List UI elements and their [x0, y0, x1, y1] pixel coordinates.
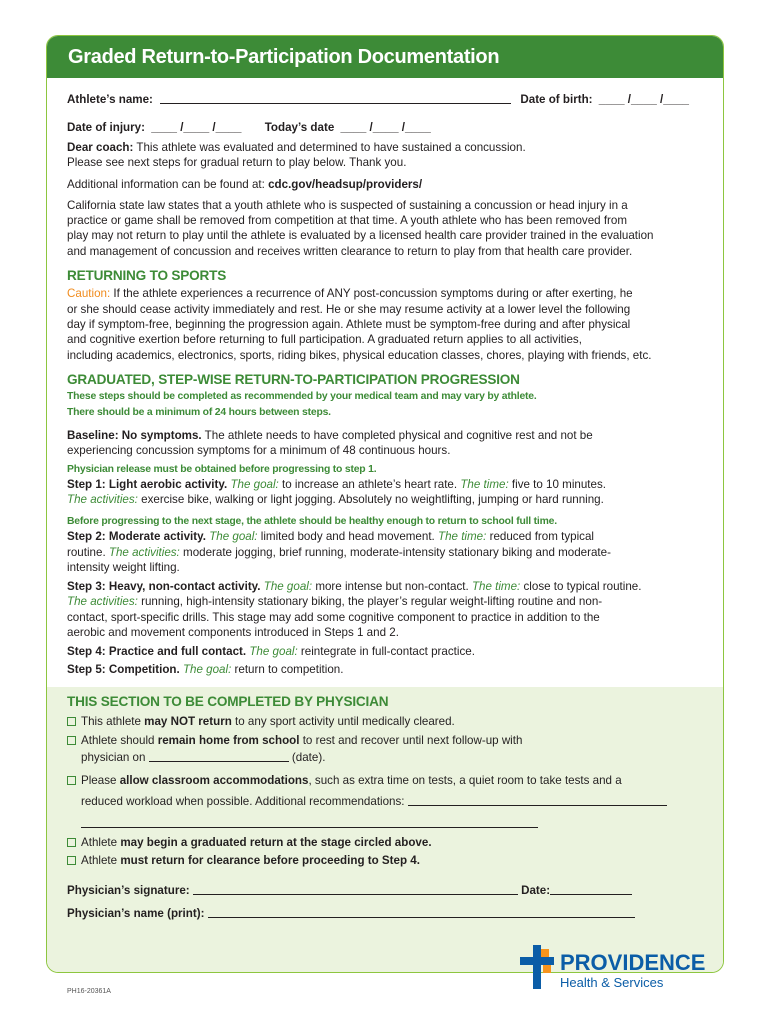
- step3-activities: running, high-intensity stationary biking, the player’s regular weight-lifting routine and non-: [141, 595, 603, 608]
- activities-label: The activities:: [67, 595, 138, 608]
- progression-heading: GRADUATED, STEP-WISE RETURN-TO-PARTICIPATION PROGRESSION: [67, 372, 520, 387]
- physician-option-3-cont: [81, 794, 667, 810]
- followup-date-field[interactable]: [149, 751, 289, 762]
- step5-label: Step 5: Competition.: [67, 663, 180, 676]
- option-text: Please: [81, 774, 117, 787]
- step2-goal: limited body and head movement.: [260, 530, 435, 543]
- step1-line-1: [67, 477, 606, 493]
- today-date-field[interactable]: ____ /____ /____: [340, 121, 431, 134]
- time-label: The time:: [438, 530, 487, 543]
- option-text: reduced workload when possible. Additional recommendations:: [81, 795, 405, 808]
- returning-line-5: including academics, electronics, sports, riding bikes, physical education classes, chores, playing with friends, etc.: [67, 349, 652, 362]
- step3-line-3: contact, sport-specific drills. This stage may add some cognitive component to practice in addition to the: [67, 611, 600, 624]
- step4-line: [67, 644, 475, 660]
- time-label: The time:: [460, 478, 509, 491]
- step3-goal: more intense but non-contact.: [315, 580, 469, 593]
- time-label: The time:: [471, 580, 521, 593]
- baseline-text: The athlete needs to have completed physical and cognitive rest and not be: [204, 429, 593, 442]
- option-text: Athlete: [81, 854, 118, 867]
- physician-heading: THIS SECTION TO BE COMPLETED BY PHYSICIAN: [67, 694, 389, 709]
- cross-icon: [519, 944, 729, 994]
- option-text: Athlete: [81, 836, 118, 849]
- athlete-name-field[interactable]: [160, 93, 511, 104]
- physician-option-1: [67, 714, 455, 730]
- option-text: physician on: [81, 751, 146, 764]
- step4-goal: reintegrate in full-contact practice.: [300, 645, 475, 658]
- step2-line-2: [67, 545, 611, 561]
- step2-time: reduced from typical: [489, 530, 594, 543]
- sig-date-label: Date:: [521, 884, 551, 897]
- option-emphasis: may NOT return: [144, 715, 232, 728]
- step2-activities: moderate jogging, brief running, moderate-intensity stationary biking and moderate-: [183, 546, 611, 559]
- school-note: Before progressing to the next stage, the athlete should be healthy enough to return to school full time.: [67, 516, 557, 527]
- recommendations-field-2[interactable]: [81, 817, 538, 828]
- returning-line-2: or she should cease activity immediately and rest. He or she may resume activity at a lower level the following: [67, 303, 631, 316]
- option-text: , such as extra time on tests, a quiet room to take tests and a: [308, 774, 622, 787]
- activities-label: The activities:: [67, 493, 138, 506]
- coach-line-1: [67, 140, 526, 156]
- signature-field[interactable]: [193, 884, 518, 895]
- info-link[interactable]: cdc.gov/headsup/providers/: [268, 178, 423, 191]
- physician-option-5: [67, 853, 420, 869]
- law-line-4: and management of concussion and receives written clearance to return to play from that health care provider.: [67, 245, 633, 258]
- step4-label: Step 4: Practice and full contact.: [67, 645, 247, 658]
- step5-goal: return to competition.: [234, 663, 344, 676]
- info-line: [67, 177, 422, 193]
- option-text: to rest and recover until next follow-up with: [302, 734, 523, 747]
- step1-activities: exercise bike, walking or light jogging. Absolutely no weightlifting, jumping or hard running.: [141, 493, 604, 506]
- law-line-1: California state law states that a youth athlete who is suspected of sustaining a concussion or head injury in a: [67, 199, 628, 212]
- option-emphasis: may begin a graduated return at the stage circled above.: [120, 836, 432, 849]
- coach-label: Dear coach:: [67, 141, 134, 154]
- signature-label: Physician’s signature:: [67, 884, 190, 897]
- dob-field[interactable]: ____ /____ /____: [598, 93, 690, 106]
- recommendations-field-2-row: [81, 816, 538, 832]
- step3-line-4: aerobic and movement components introduced in Steps 1 and 2.: [67, 626, 399, 639]
- logo-name: PROVIDENCE: [560, 950, 706, 975]
- step3-label: Step 3: Heavy, non-contact activity.: [67, 580, 261, 593]
- returning-heading: RETURNING TO SPORTS: [67, 268, 227, 283]
- athlete-name-row: [67, 92, 689, 108]
- caution-text: If the athlete experiences a recurrence of ANY post-concussion symptoms during or after exerting, he: [113, 287, 633, 300]
- today-date-label: Today’s date: [264, 121, 335, 134]
- physician-option-4: [67, 835, 432, 851]
- step2-line-1: [67, 529, 594, 545]
- signature-row: [67, 883, 632, 899]
- physician-name-field[interactable]: [208, 907, 635, 918]
- step3-line-2: [67, 594, 602, 610]
- step3-line-1: [67, 579, 641, 595]
- providence-logo: [519, 944, 729, 994]
- injury-row: [67, 120, 431, 136]
- step3-time: close to typical routine.: [523, 580, 642, 593]
- name-row: [67, 906, 635, 922]
- returning-line-4: and cognitive exertion before returning to full participation. A graduated return applies to all activities,: [67, 333, 582, 346]
- injury-date-label: Date of injury:: [67, 121, 145, 134]
- injury-date-field[interactable]: ____ /____ /____: [151, 121, 242, 134]
- goal-label: The goal:: [230, 478, 279, 491]
- step5-line: [67, 662, 343, 678]
- option-emphasis: allow classroom accommodations: [119, 774, 309, 787]
- step1-line-2: [67, 492, 604, 508]
- page-title: Graded Return-to-Participation Documentation: [47, 36, 723, 78]
- step2-label: Step 2: Moderate activity.: [67, 530, 206, 543]
- step1-time: five to 10 minutes.: [511, 478, 606, 491]
- caution-label: Caution:: [67, 287, 111, 300]
- release-note: Physician release must be obtained before progressing to step 1.: [67, 464, 377, 475]
- athlete-name-label: Athlete’s name:: [67, 93, 153, 106]
- step1-goal: to increase an athlete’s heart rate.: [282, 478, 458, 491]
- step2-line-3: intensity weight lifting.: [67, 561, 180, 574]
- dob-label: Date of birth:: [520, 93, 593, 106]
- recommendations-field[interactable]: [408, 795, 667, 806]
- goal-label: The goal:: [263, 580, 313, 593]
- baseline-line-2: experiencing concussion symptoms for a minimum of 48 continuous hours.: [67, 444, 451, 457]
- returning-line-3: day if symptom-free, beginning the progression again. Athlete must be symptom-free during and after physical: [67, 318, 631, 331]
- option-emphasis: remain home from school: [157, 734, 300, 747]
- baseline-label: Baseline: No symptoms.: [67, 429, 202, 442]
- step2-routine: routine.: [67, 546, 106, 559]
- physician-option-2-cont: [81, 750, 325, 766]
- coach-line-2: Please see next steps for gradual return to play below. Thank you.: [67, 156, 407, 169]
- option-text: to any sport activity until medically cleared.: [235, 715, 455, 728]
- option-emphasis: must return for clearance before proceeding to Step 4.: [120, 854, 420, 867]
- activities-label: The activities:: [108, 546, 180, 559]
- sig-date-field[interactable]: [550, 884, 632, 895]
- baseline-line-1: [67, 428, 593, 444]
- logo-sub: Health & Services: [560, 975, 664, 990]
- caution-line: [67, 286, 633, 302]
- progression-note-2: There should be a minimum of 24 hours between steps.: [67, 407, 331, 418]
- option-text: (date).: [291, 751, 326, 764]
- coach-text: This athlete was evaluated and determined to have sustained a concussion.: [136, 141, 526, 154]
- option-text: Athlete should: [81, 734, 155, 747]
- option-4-checkbox[interactable]: [67, 838, 76, 847]
- progression-note-1: These steps should be completed as recommended by your medical team and may vary by athlete.: [67, 391, 537, 402]
- option-1-checkbox[interactable]: [67, 717, 76, 726]
- step1-label: Step 1: Light aerobic activity.: [67, 478, 228, 491]
- option-3-checkbox[interactable]: [67, 776, 76, 785]
- goal-label: The goal:: [209, 530, 258, 543]
- physician-name-label: Physician’s name (print):: [67, 907, 205, 920]
- info-text: Additional information can be found at:: [67, 178, 265, 191]
- form-code: PH16-20361A: [67, 988, 111, 995]
- goal-label: The goal:: [182, 663, 232, 676]
- option-text: This athlete: [81, 715, 141, 728]
- option-2-checkbox[interactable]: [67, 736, 76, 745]
- law-line-3: play may not return to play until the athlete is evaluated by a licensed health care provider trained in the evaluation: [67, 229, 654, 242]
- option-5-checkbox[interactable]: [67, 856, 76, 865]
- law-line-2: practice or game shall be removed from competition at that time. A youth athlete who has been removed from: [67, 214, 628, 227]
- physician-option-2: [67, 733, 522, 749]
- physician-option-3: [67, 773, 622, 789]
- goal-label: The goal:: [249, 645, 298, 658]
